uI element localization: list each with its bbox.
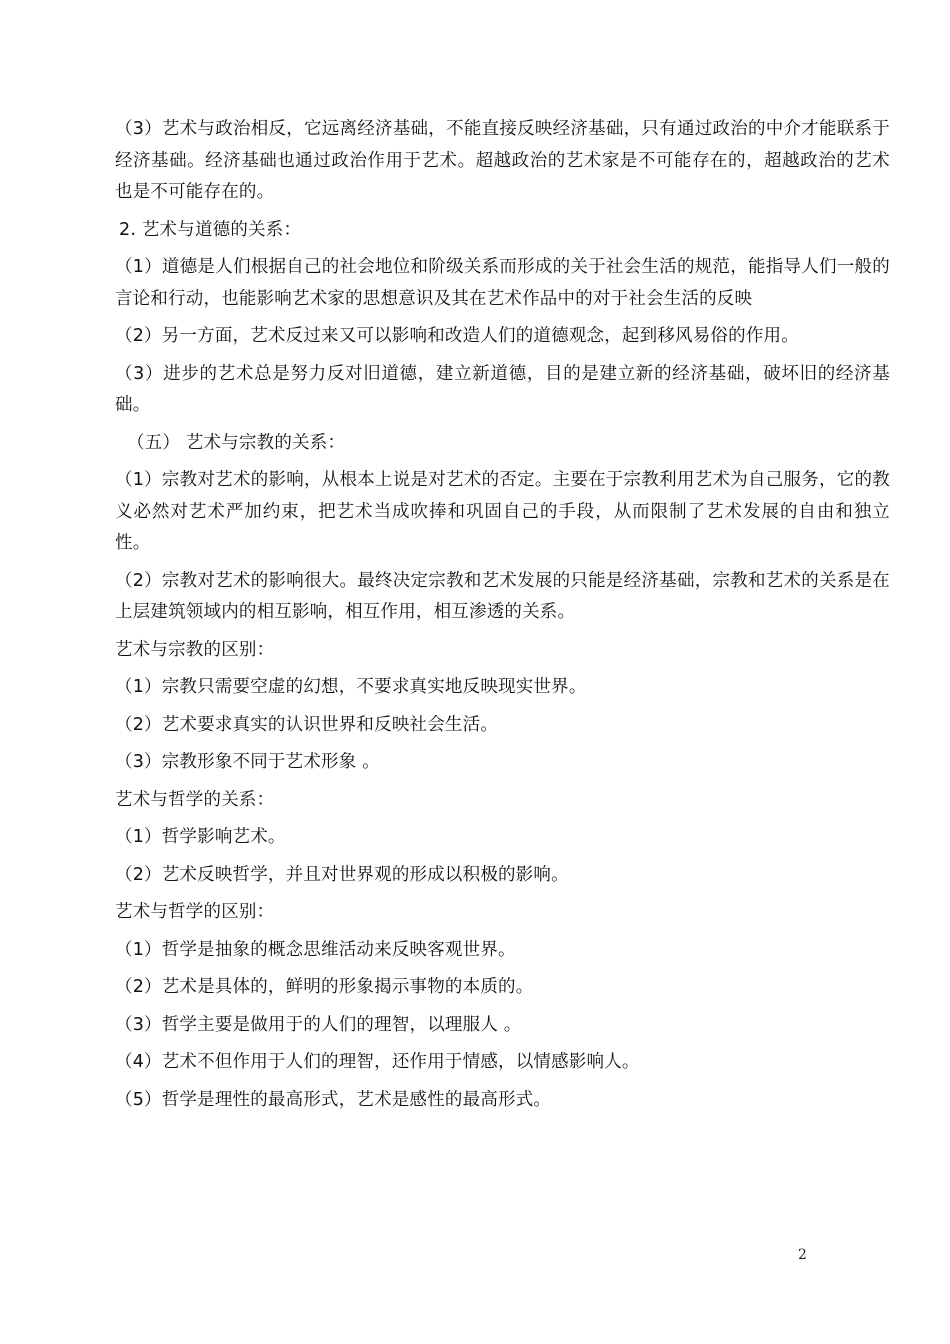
heading-art-and-morality: 2. 艺术与道德的关系： <box>119 219 302 240</box>
paragraph-politics-3: （3）艺术与政治相反，它远离经济基础，不能直接反映经济基础，只有通过政治的中介才能联系于经济基础。经济基础也通过政治作用于艺术。超越政治的艺术家是不可能存在的，超越政治的艺术也是不可能存在的。 <box>115 119 890 202</box>
list-item: （1）哲学影响艺术。 <box>115 827 286 847</box>
list-item: （2）艺术反映哲学，并且对世界观的形成以积极的影响。 <box>115 864 569 885</box>
list-item: （1）哲学是抽象的概念思维活动来反映客观世界。 <box>115 939 516 960</box>
list-item: （2）艺术是具体的，鲜明的形象揭示事物的本质的。 <box>115 977 534 997</box>
paragraph-morality-1: （1）道德是人们根据自己的社会地位和阶级关系而形成的关于社会生活的规范，能指导人们一般的言论和行动，也能影响艺术家的思想意识及其在艺术作品中的对于社会生活的反映 <box>115 257 890 309</box>
list-item: （2）艺术要求真实的认识世界和反映社会生活。 <box>115 714 499 735</box>
paragraph-religion-2: （2）宗教对艺术的影响很大。最终决定宗教和艺术发展的只能是经济基础，宗教和艺术的关系是在上层建筑领域内的相互影响，相互作用，相互渗透的关系。 <box>115 570 890 622</box>
list-item: （4）艺术不但作用于人们的理智，还作用于情感，以情感影响人。 <box>115 1052 640 1072</box>
paragraph-morality-2: （2）另一方面，艺术反过来又可以影响和改造人们的道德观念，起到移风易俗的作用。 <box>115 326 799 346</box>
page-number: 2 <box>798 1247 807 1263</box>
heading-art-religion-difference: 艺术与宗教的区别： <box>115 639 275 660</box>
heading-art-and-philosophy: 艺术与哲学的关系： <box>115 789 275 810</box>
list-item: （3）宗教形象不同于艺术形象 。 <box>115 752 380 772</box>
list-item: （3）哲学主要是做用于的人们的理智，以理服人 。 <box>115 1014 522 1035</box>
list-item: （5）哲学是理性的最高形式，艺术是感性的最高形式。 <box>115 1089 552 1110</box>
document-body <box>115 114 890 1122</box>
paragraph-religion-1: （1）宗教对艺术的影响，从根本上说是对艺术的否定。主要在于宗教利用艺术为自己服务，它的教义必然对艺术严加约束，把艺术当成吹捧和巩固自己的手段，从而限制了艺术发展的自由和独立性。 <box>115 470 890 553</box>
heading-art-philosophy-difference: 艺术与哲学的区别： <box>115 902 275 922</box>
heading-art-and-religion: （五） 艺术与宗教的关系： <box>127 432 346 453</box>
list-item: （1）宗教只需要空虚的幻想，不要求真实地反映现实世界。 <box>115 677 587 697</box>
paragraph-morality-3: （3）进步的艺术总是努力反对旧道德，建立新道德，目的是建立新的经济基础，破坏旧的经济基础。 <box>115 363 890 415</box>
